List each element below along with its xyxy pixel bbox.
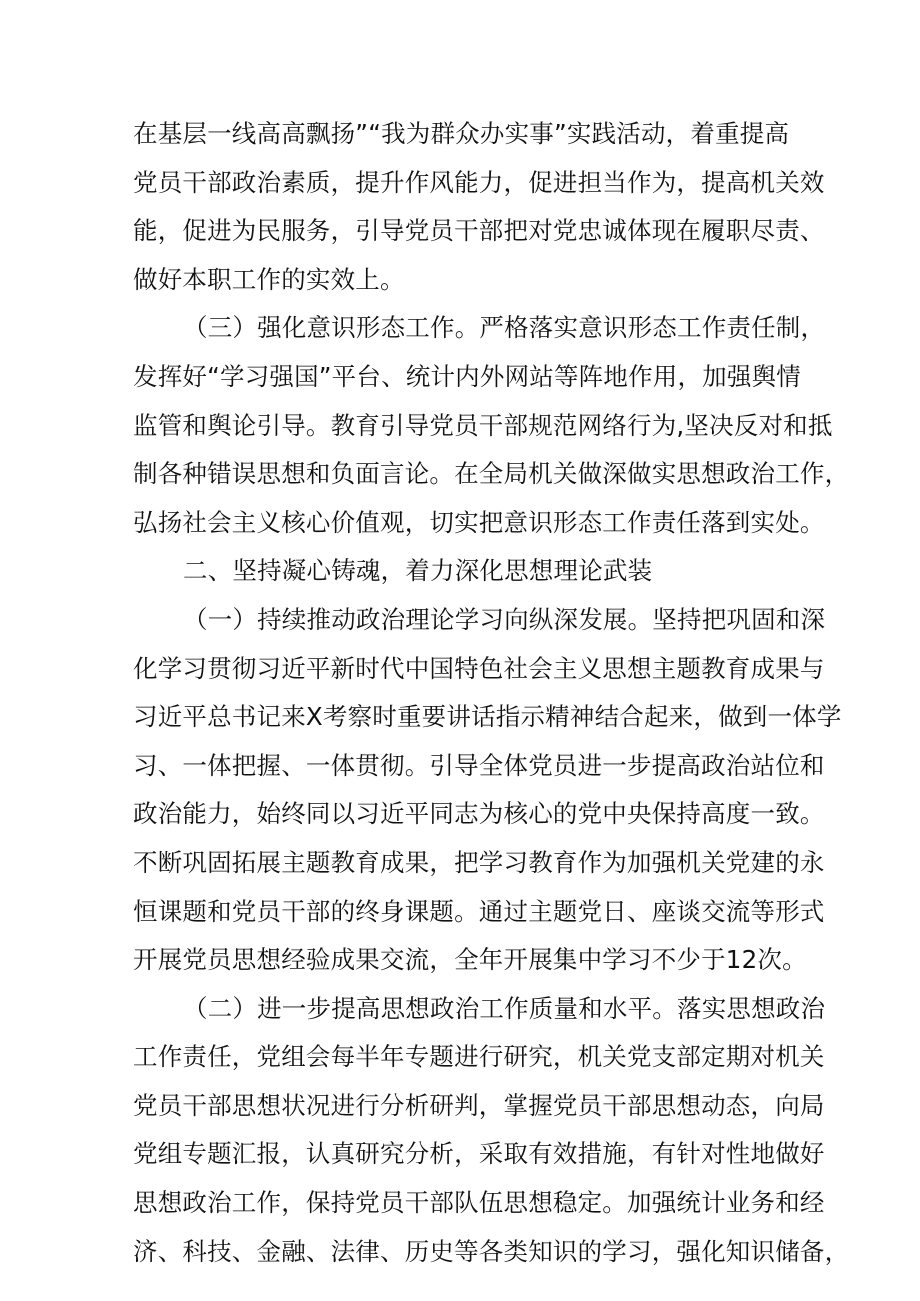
paragraph-first-line: （三）强化意识形态工作。严格落实意识形态工作责任制，	[183, 313, 826, 343]
text-line: 党组专题汇报，认真研究分析，采取有效措施，有针对性地做好	[133, 1139, 825, 1169]
text-line: 做好本职工作的实效上。	[133, 264, 405, 294]
text-line: 不断巩固拓展主题教育成果，把学习教育作为加强机关党建的永	[133, 847, 825, 877]
paragraph-first-line: （一）持续推动政治理论学习向纵深发展。坚持把巩固和深	[183, 604, 826, 634]
text-line: 政治能力，始终同以习近平同志为核心的党中央保持高度一致。	[133, 799, 825, 829]
text-line: 党员干部思想状况进行分析研判，掌握党员干部思想动态，向局	[133, 1090, 825, 1120]
text-line: 工作责任，党组会每半年专题进行研究，机关党支部定期对机关	[133, 1042, 825, 1072]
paragraph-first-line: （二）进一步提高思想政治工作质量和水平。落实思想政治	[183, 993, 826, 1023]
document-body	[133, 110, 850, 1276]
text-line: 开展党员思想经验成果交流，全年开展集中学习不少于12次。	[133, 945, 807, 975]
text-line: 弘扬社会主义核心价值观，切实把意识形态工作责任落到实处。	[133, 507, 825, 537]
text-line: 在基层一线高高飘扬”“我为群众办实事”实践活动，着重提高	[133, 119, 790, 148]
text-line: 发挥好“学习强国”平台、统计内外网站等阵地作用，加强舆情	[133, 361, 801, 391]
text-line: 监管和舆论引导。教育引导党员干部规范网络行为,坚决反对和抵	[133, 410, 833, 440]
text-line: 习近平总书记来X考察时重要讲话指示精神结合起来，做到一体学	[133, 702, 842, 732]
text-line: 恒课题和党员干部的终身课题。通过主题党日、座谈交流等形式	[133, 896, 825, 926]
text-line: 党员干部政治素质，提升作风能力，促进担当作为，提高机关效	[133, 167, 825, 197]
text-line: 思想政治工作，保持党员干部队伍思想稳定。加强统计业务和经	[133, 1188, 825, 1218]
text-line: 化学习贯彻习近平新时代中国特色社会主义思想主题教育成果与	[133, 653, 825, 683]
text-line: 制各种错误思想和负面言论。在全局机关做深做实思想政治工作，	[133, 459, 850, 489]
text-line: 习、一体把握、一体贯彻。引导全体党员进一步提高政治站位和	[133, 750, 825, 780]
section-heading: 二、坚持凝心铸魂，着力深化思想理论武装	[183, 556, 653, 586]
text-line: 济、科技、金融、法律、历史等各类知识的学习，强化知识储备，	[133, 1236, 850, 1266]
text-line: 能，促进为民服务，引导党员干部把对党忠诚体现在履职尽责、	[133, 216, 825, 246]
